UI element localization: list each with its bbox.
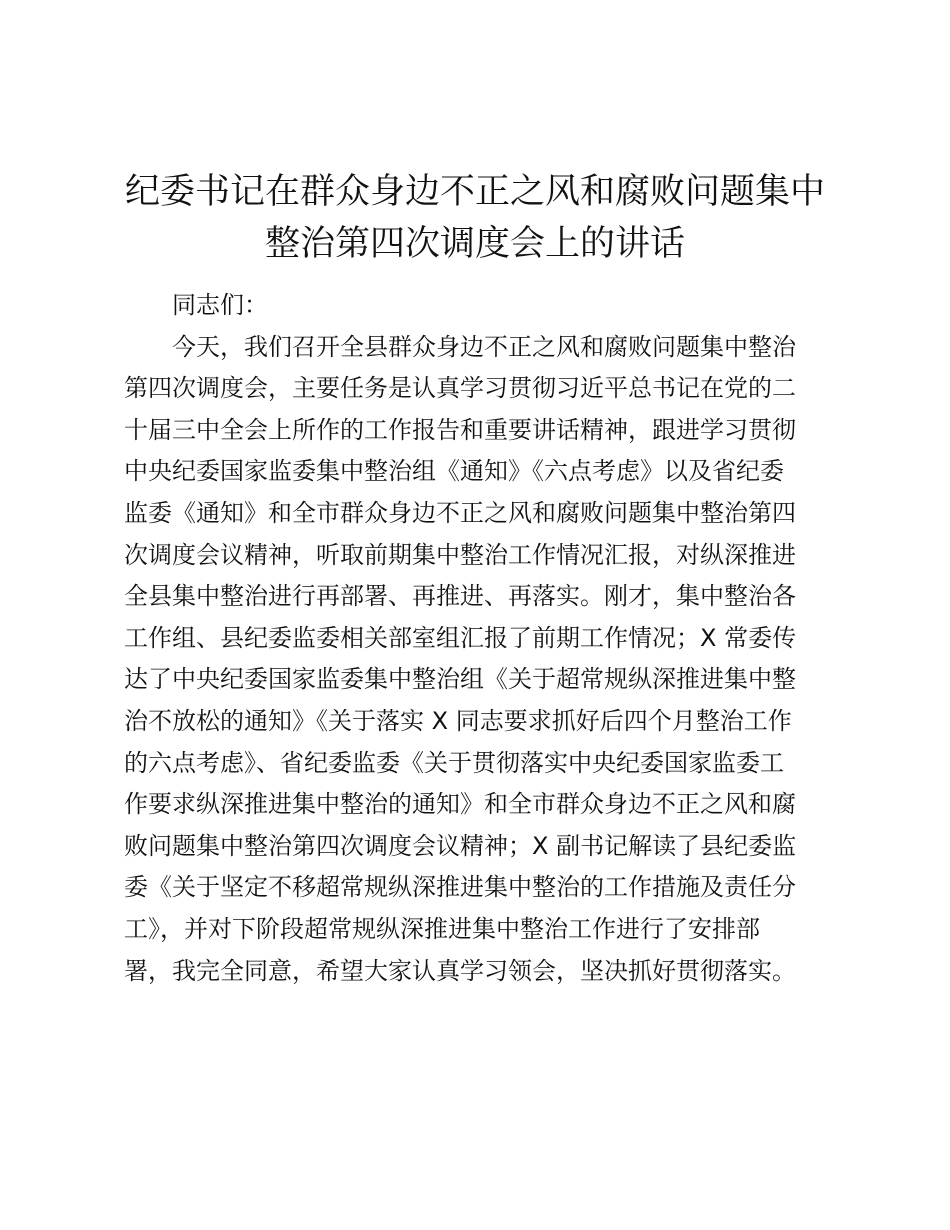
salutation: 同志们：: [172, 291, 268, 319]
paragraph-line: 达了中央纪委国家监委集中整治组《关于超常规纵深推进集中整: [124, 665, 796, 694]
paragraph-line: 十届三中全会上所作的工作报告和重要讲话精神，跟进学习贯彻: [124, 415, 796, 444]
paragraph-line: 委《关于坚定不移超常规纵深推进集中整治的工作措施及责任分: [124, 873, 796, 902]
paragraph-line: 工》，并对下阶段超常规纵深推进集中整治工作进行了安排部: [124, 914, 760, 943]
paragraph-line: 次调度会议精神，听取前期集中整治工作情况汇报，对纵深推进: [124, 540, 796, 569]
paragraph-line: 中央纪委国家监委集中整治组《通知》《六点考虑》以及省纪委: [124, 457, 784, 486]
title-line: 整治第四次调度会上的讲话: [264, 224, 685, 264]
document-title: [110, 166, 840, 270]
paragraph-line: 全县集中整治进行再部署、再推进、再落实。刚才，集中整治各: [124, 582, 796, 611]
paragraph-line: 治不放松的通知》《关于落实 X 同志要求抓好后四个月整治工作: [124, 706, 792, 735]
paragraph-line: 作要求纵深推进集中整治的通知》和全市群众身边不正之风和腐: [124, 790, 796, 819]
paragraph-line: 败问题集中整治第四次调度会议精神；X 副书记解读了县纪委监: [124, 831, 797, 860]
title-line: 纪委书记在群众身边不正之风和腐败问题集中: [124, 172, 825, 212]
paragraph-line: 的六点考虑》、省纪委监委《关于贯彻落实中央纪委国家监委工: [124, 748, 784, 777]
document-body: [124, 285, 834, 992]
paragraph-line: 今天，我们召开全县群众身边不正之风和腐败问题集中整治: [172, 332, 796, 361]
paragraph-line: 监委《通知》和全市群众身边不正之风和腐败问题集中整治第四: [124, 498, 796, 527]
paragraph-line: 署，我完全同意，希望大家认真学习领会，坚决抓好贯彻落实。: [124, 956, 796, 985]
paragraph-line: 第四次调度会，主要任务是认真学习贯彻习近平总书记在党的二: [124, 374, 796, 403]
paragraph-line: 工作组、县纪委监委相关部室组汇报了前期工作情况；X 常委传: [124, 623, 797, 652]
